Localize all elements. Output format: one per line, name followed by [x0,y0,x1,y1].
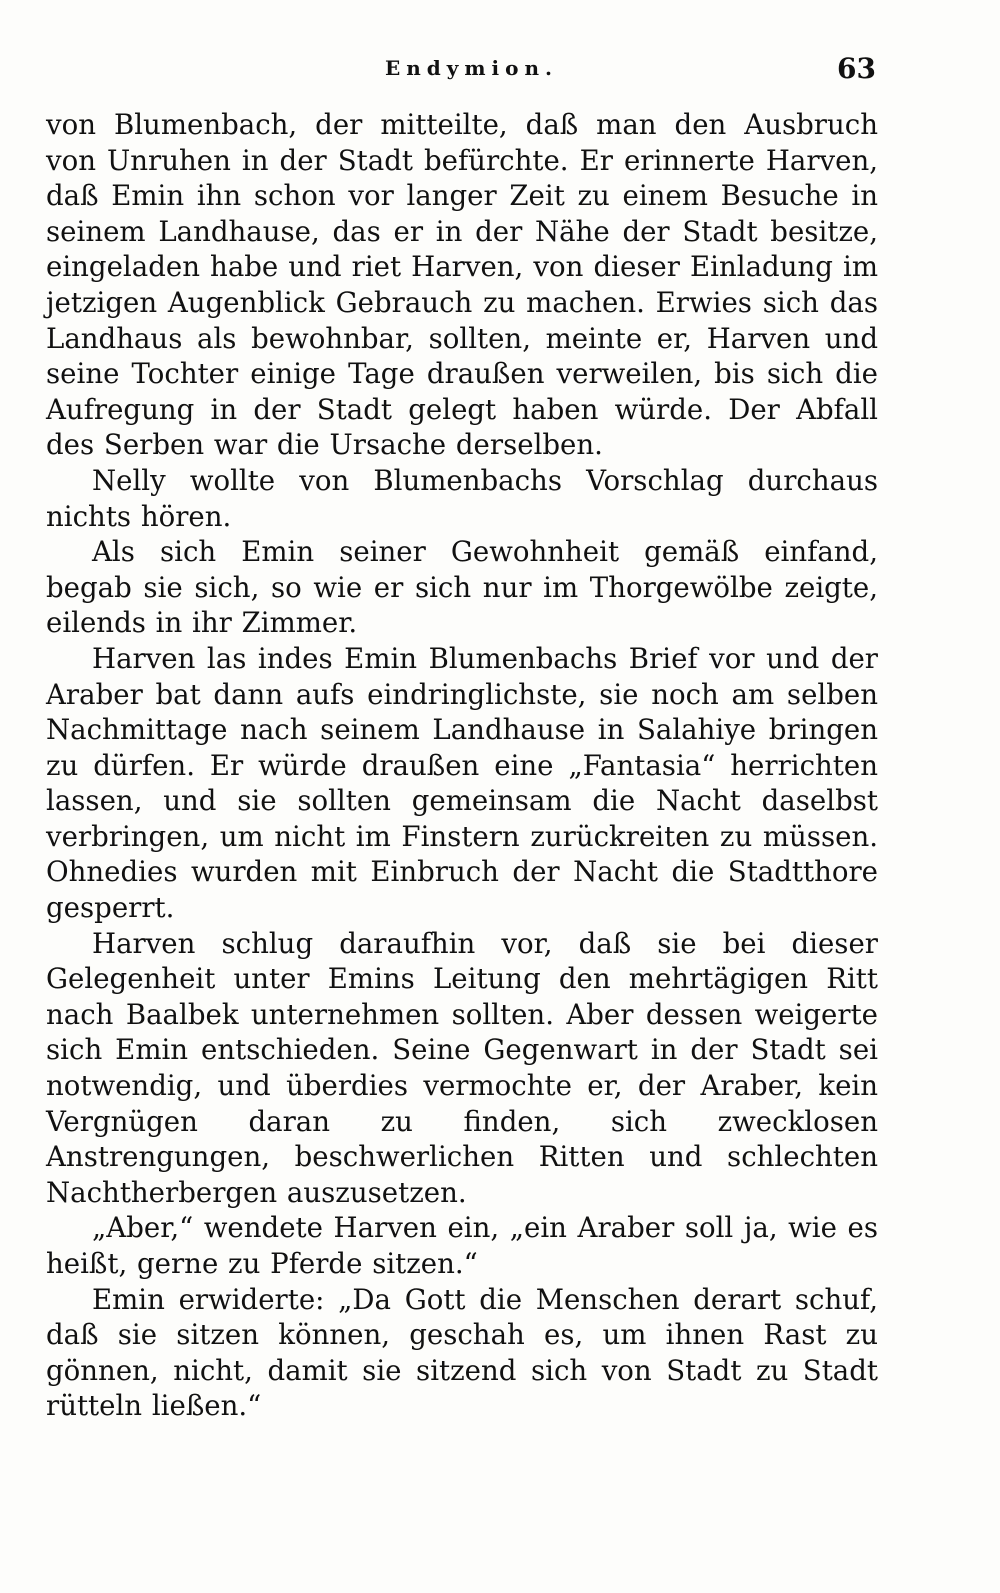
body-text [46,107,878,1424]
paragraph: Als sich Emin seiner Gewohnheit gemäß einfand, begab sie sich, so wie er sich nur im Thorgewölbe zeigte, eilends in ihr Zimmer. [46,535,878,640]
paragraph: Harven las indes Emin Blumenbachs Brief vor und der Araber bat dann aufs eindringlichste, sie noch am selben Nachmittage nach seinem Landhause in Salahiye bringen zu dürfen. Er würde draußen eine „Fantasia“ herrichten lassen, und sie sollten gemeinsam die Nacht daselbst verbringen, um nicht im Finstern zurückreiten zu müssen. Ohnedies wurden mit Einbruch der Nacht die Stadtthore gesperrt. [46,641,878,925]
paragraph: Harven schlug daraufhin vor, daß sie bei dieser Gelegenheit unter Emins Leitung den mehrtägigen Ritt nach Baalbek unternehmen sollten. Aber dessen weigerte sich Emin entschieden. Seine Gegenwart in der Stadt sei notwendig, und überdies vermochte er, der Araber, kein Vergnügen daran zu finden, sich zwecklosen Anstrengungen, beschwerlichen Ritten und schlechten Nachtherbergen auszusetzen. [46,926,878,1209]
paragraph: Emin erwiderte: „Da Gott die Menschen derart schuf, daß sie sitzen können, geschah es, um ihnen Rast zu gönnen, nicht, damit sie sitzend sich von Stadt zu Stadt rütteln ließen.“ [46,1282,878,1423]
running-head [0,52,1000,92]
running-title: Endymion. [385,56,558,80]
page-number: 63 [837,52,876,85]
paragraph: von Blumenbach, der mitteilte, daß man den Ausbruch von Unruhen in der Stadt befürchte. Er erinnerte Harven, daß Emin ihn schon vor langer Zeit zu einem Besuche in seinem Landhause, das er in der Nähe der Stadt besitze, eingeladen habe und riet Harven, von dieser Einladung im jetzigen Augenblick Gebrauch zu machen. Erwies sich das Landhaus als bewohnbar, sollten, meinte er, Harven und seine Tochter einige Tage draußen verweilen, bis sich die Aufregung in der Stadt gelegt haben würde. Der Abfall des Serben war die Ursache derselben. [46,108,878,462]
paragraph: „Aber,“ wendete Harven ein, „ein Araber soll ja, wie es heißt, gerne zu Pferde sitzen.“ [46,1211,878,1280]
paragraph: Nelly wollte von Blumenbachs Vorschlag durchaus nichts hören. [46,463,878,533]
